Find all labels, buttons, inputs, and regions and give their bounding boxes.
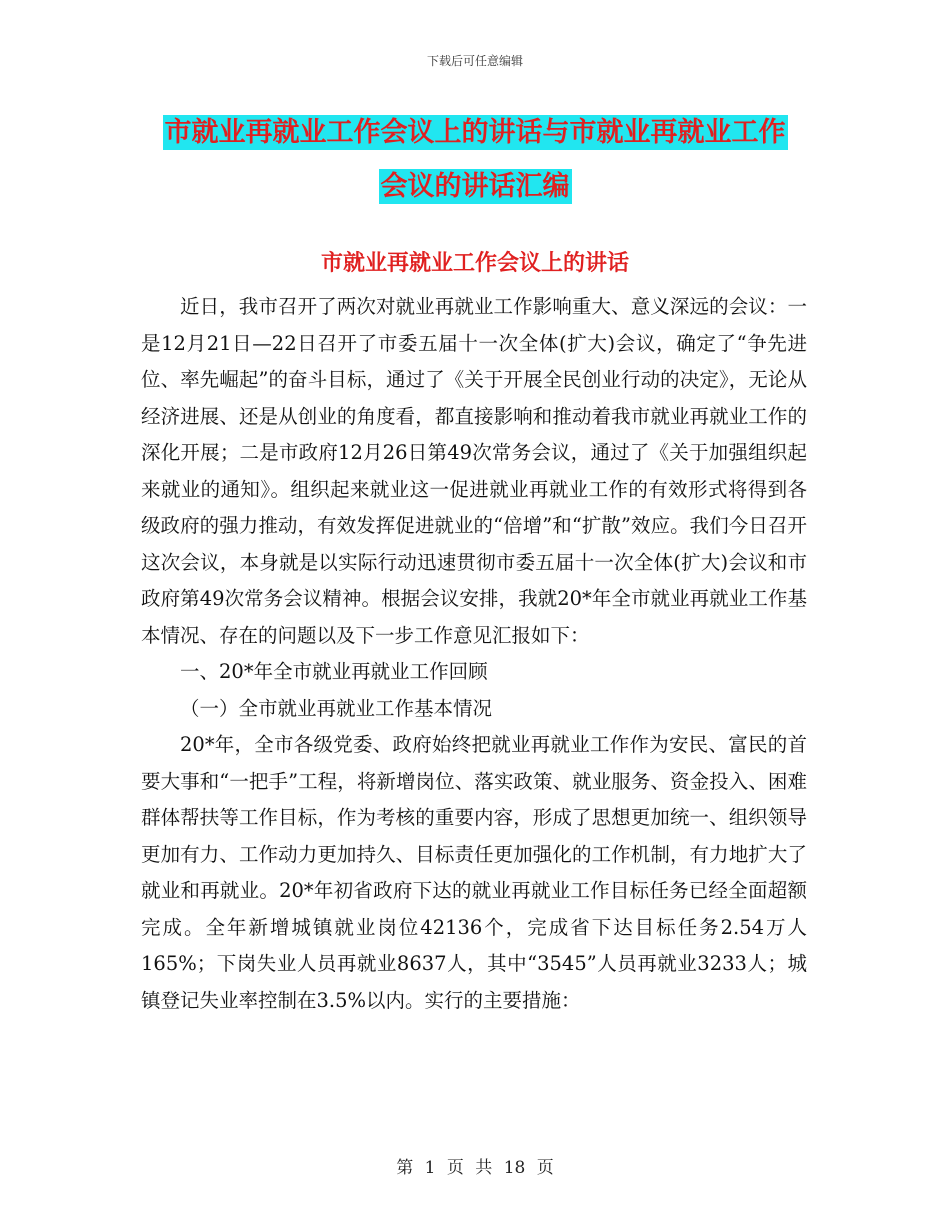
heading-basic-situation: （一）全市就业再就业工作基本情况 xyxy=(180,696,493,720)
paragraph-situation: 20*年，全市各级党委、政府始终把就业再就业工作作为安民、富民的首要大事和“一把手”工程，将新增岗位、落实政策、就业服务、资金投入、困难群体帮扶等工作目标，作为考核的重要内容，形成了思想更加统一、组织领导更加有力、工作动力更加持久、目标责任更加强化的工作机制，有力地扩大了就业和再就业。20*年初省政府下达的就业再就业工作目标任务已经全面超额完成。全年新增城镇就业岗位42136个，完成省下达目标任务2.54万人165%；下岗失业人员再就业8637人，其中“3545”人员再就业3233人；城镇登记失业率控制在3.5%以内。实行的主要措施： xyxy=(141,733,807,1012)
document-title xyxy=(150,106,800,214)
document-title-line2: 会议的讲话汇编 xyxy=(380,171,570,202)
document-title-line1: 市就业再就业工作会议上的讲话与市就业再就业工作 xyxy=(164,117,786,148)
section-title: 市就业再就业工作会议上的讲话 xyxy=(320,251,629,276)
heading-review: 一、20*年全市就业再就业工作回顾 xyxy=(180,660,488,683)
document-body xyxy=(141,289,807,1019)
page-header: 下载后可任意编辑 xyxy=(426,54,523,68)
paragraph-intro: 近日，我市召开了两次对就业再就业工作影响重大、意义深远的会议：一是12月21日—22日召开了市委五届十一次全体(扩大)会议，确定了“争先进位、率先崛起”的奋斗目标，通过了《关于开展全民创业行动的决定》，无论从经济进展、还是从创业的角度看，都直接影响和推动着我市就业再就业工作的深化开展；二是市政府12月26日第49次常务会议，通过了《关于加强组织起来就业的通知》。组织起来就业这一促进就业再就业工作的有效形式将得到各级政府的强力推动，有效发挥促进就业的“倍增”和“扩散”效应。我们今日召开这次会议，本身就是以实际行动迅速贯彻市委五届十一次全体(扩大)会议和市政府第49次常务会议精神。根据会议安排，我就20*年全市就业再就业工作基本情况、存在的问题以及下一步工作意见汇报如下： xyxy=(141,295,807,647)
page-number: 第 1 页 共 18 页 xyxy=(396,1158,554,1178)
